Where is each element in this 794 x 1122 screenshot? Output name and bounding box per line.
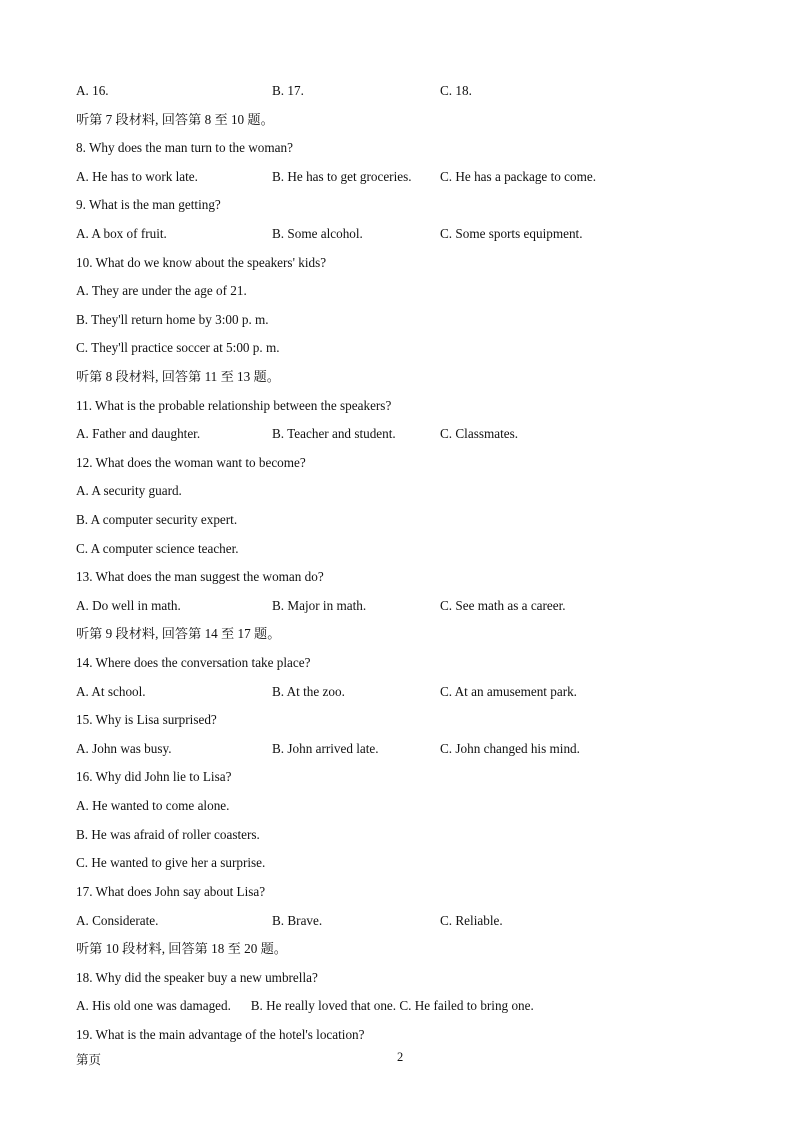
question-17: 17. What does John say about Lisa? (76, 884, 266, 899)
option-a: A. A box of fruit. (76, 226, 167, 241)
option-a: A. John was busy. (76, 741, 172, 756)
question-8: 8. Why does the man turn to the woman? (76, 140, 293, 155)
q18-options: A. His old one was damaged. B. He really loved that one. C. He failed to bring one. (76, 998, 534, 1013)
section-heading-8: 听第 8 段材料, 回答第 11 至 13 题。 (76, 369, 280, 384)
question-10: 10. What do we know about the speakers' kids? (76, 255, 327, 270)
option-a: A. At school. (76, 684, 146, 699)
option-b: B. At the zoo. (272, 684, 345, 699)
option-b: B. 17. (272, 83, 304, 98)
question-14: 14. Where does the conversation take place? (76, 655, 311, 670)
option-b: B. Teacher and student. (272, 426, 396, 441)
q16-option-a: A. He wanted to come alone. (76, 798, 230, 813)
option-b: B. Some alcohol. (272, 226, 363, 241)
option-a: A. He has to work late. (76, 169, 198, 184)
section-heading-10: 听第 10 段材料, 回答第 18 至 20 题。 (76, 941, 287, 956)
q10-option-b: B. They'll return home by 3:00 p. m. (76, 312, 269, 327)
option-c: C. See math as a career. (440, 598, 566, 613)
section-heading-9: 听第 9 段材料, 回答第 14 至 17 题。 (76, 626, 281, 641)
q12-option-a: A. A security guard. (76, 483, 182, 498)
option-b: B. He has to get groceries. (272, 169, 412, 184)
q12-option-b: B. A computer security expert. (76, 512, 238, 527)
option-b: B. Brave. (272, 913, 323, 928)
section-heading-7: 听第 7 段材料, 回答第 8 至 10 题。 (76, 112, 274, 127)
question-9: 9. What is the man getting? (76, 197, 221, 212)
option-c: C. At an amusement park. (440, 684, 577, 699)
option-c: C. He has a package to come. (440, 169, 596, 184)
option-a: A. 16. (76, 83, 109, 98)
option-c: C. Reliable. (440, 913, 503, 928)
question-19: 19. What is the main advantage of the hotel's location? (76, 1027, 365, 1042)
question-16: 16. Why did John lie to Lisa? (76, 769, 232, 784)
q16-option-b: B. He was afraid of roller coasters. (76, 827, 260, 842)
question-18: 18. Why did the speaker buy a new umbrella? (76, 970, 318, 985)
option-c: C. John changed his mind. (440, 741, 580, 756)
q12-option-c: C. A computer science teacher. (76, 541, 239, 556)
option-a: A. Considerate. (76, 913, 159, 928)
question-11: 11. What is the probable relationship between the speakers? (76, 398, 392, 413)
q10-option-a: A. They are under the age of 21. (76, 283, 247, 298)
option-c: C. Classmates. (440, 426, 519, 441)
question-13: 13. What does the man suggest the woman do? (76, 569, 324, 584)
option-c: C. 18. (440, 83, 472, 98)
footer-label: 第页 (76, 1053, 102, 1067)
question-15: 15. Why is Lisa surprised? (76, 712, 217, 727)
question-12: 12. What does the woman want to become? (76, 455, 306, 470)
option-c: C. Some sports equipment. (440, 226, 583, 241)
page-number: 2 (397, 1050, 404, 1064)
option-b: B. Major in math. (272, 598, 367, 613)
q10-option-c: C. They'll practice soccer at 5:00 p. m. (76, 340, 280, 355)
q16-option-c: C. He wanted to give her a surprise. (76, 855, 266, 870)
option-a: A. Do well in math. (76, 598, 181, 613)
option-b: B. John arrived late. (272, 741, 379, 756)
option-a: A. Father and daughter. (76, 426, 201, 441)
